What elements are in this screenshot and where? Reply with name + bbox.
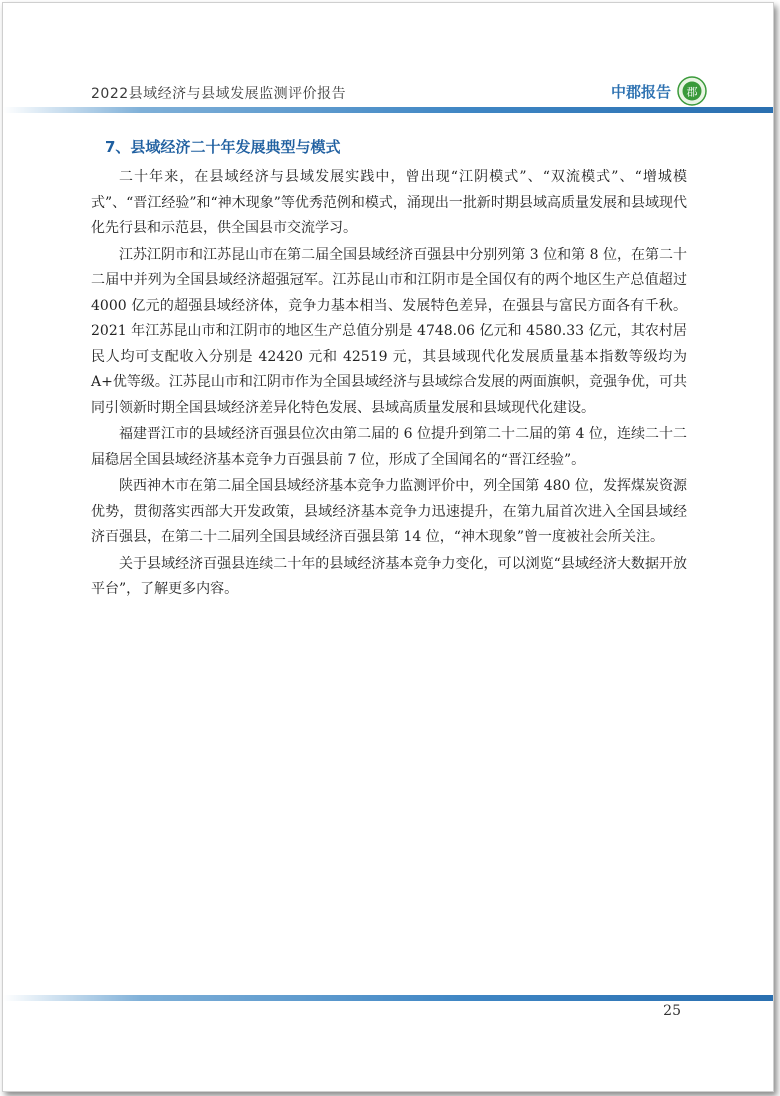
page-number: 25: [663, 1003, 681, 1019]
brand-logo-icon: [677, 76, 707, 106]
brand: [611, 76, 707, 106]
document-page: [2, 2, 774, 1092]
footer-divider: [3, 995, 773, 1001]
page-body: [91, 135, 687, 604]
header-divider: [3, 107, 773, 113]
logo-char: 郡: [686, 85, 698, 99]
paragraph: 江苏江阴市和江苏昆山市在第二届全国县域经济百强县中分别列第 3 位和第 8 位，在第二十二届中并列为全国县域经济超强冠军。江苏昆山市和江阴市是全国仅有的两个地区生产总值超过 4000 亿元的超强县域经济体，竞争力基本相当、发展特色差异，在强县与富民方面各有千秋。2021 年江苏昆山市和江阴市的地区生产总值分别是 4748.06 亿元和 4580.33 亿元，其农村居民人均可支配收入分别是 42420 元和 42519 元，其县域现代化发展质量基本指数等级均为 A+优等级。江苏昆山市和江阴市作为全国县域经济与县域综合发展的两面旗帜，竞强争优，可共同引领新时期全国县域经济差异化特色发展、县域高质量发展和县域现代化建设。: [91, 246, 687, 416]
paragraph: 关于县域经济百强县连续二十年的县域经济基本竞争力变化，可以浏览“县域经济大数据开放平台”，了解更多内容。: [91, 555, 687, 597]
section-heading: 7、县域经济二十年发展典型与模式: [105, 138, 341, 156]
page-header: [3, 3, 773, 111]
report-title: 2022县域经济与县域发展监测评价报告: [91, 86, 347, 102]
paragraph: 陕西神木市在第二届全国县域经济基本竞争力监测评价中，列全国第 480 位，发挥煤炭资源优势，贯彻落实西部大开发政策，县域经济基本竞争力迅速提升，在第九届首次进入全国县域经济百强县，在第二十二届列全国县域经济百强县第 14 位，“神木现象”曾一度被社会所关注。: [91, 478, 687, 545]
brand-name: 中郡报告: [610, 82, 671, 101]
paragraph: 福建晋江市的县域经济百强县位次由第二届的 6 位提升到第二十二届的第 4 位，连续二十二届稳居全国县域经济基本竞争力百强县前 7 位，形成了全国闻名的“晋江经验”。: [91, 426, 687, 468]
paragraph: 二十年来，在县域经济与县域发展实践中，曾出现“江阴模式”、“双流模式”、“增城模式”、“晋江经验”和“神木现象”等优秀范例和模式，涌现出一批新时期县域高质量发展和县域现代化先行县和示范县，供全国县市交流学习。: [91, 169, 687, 236]
